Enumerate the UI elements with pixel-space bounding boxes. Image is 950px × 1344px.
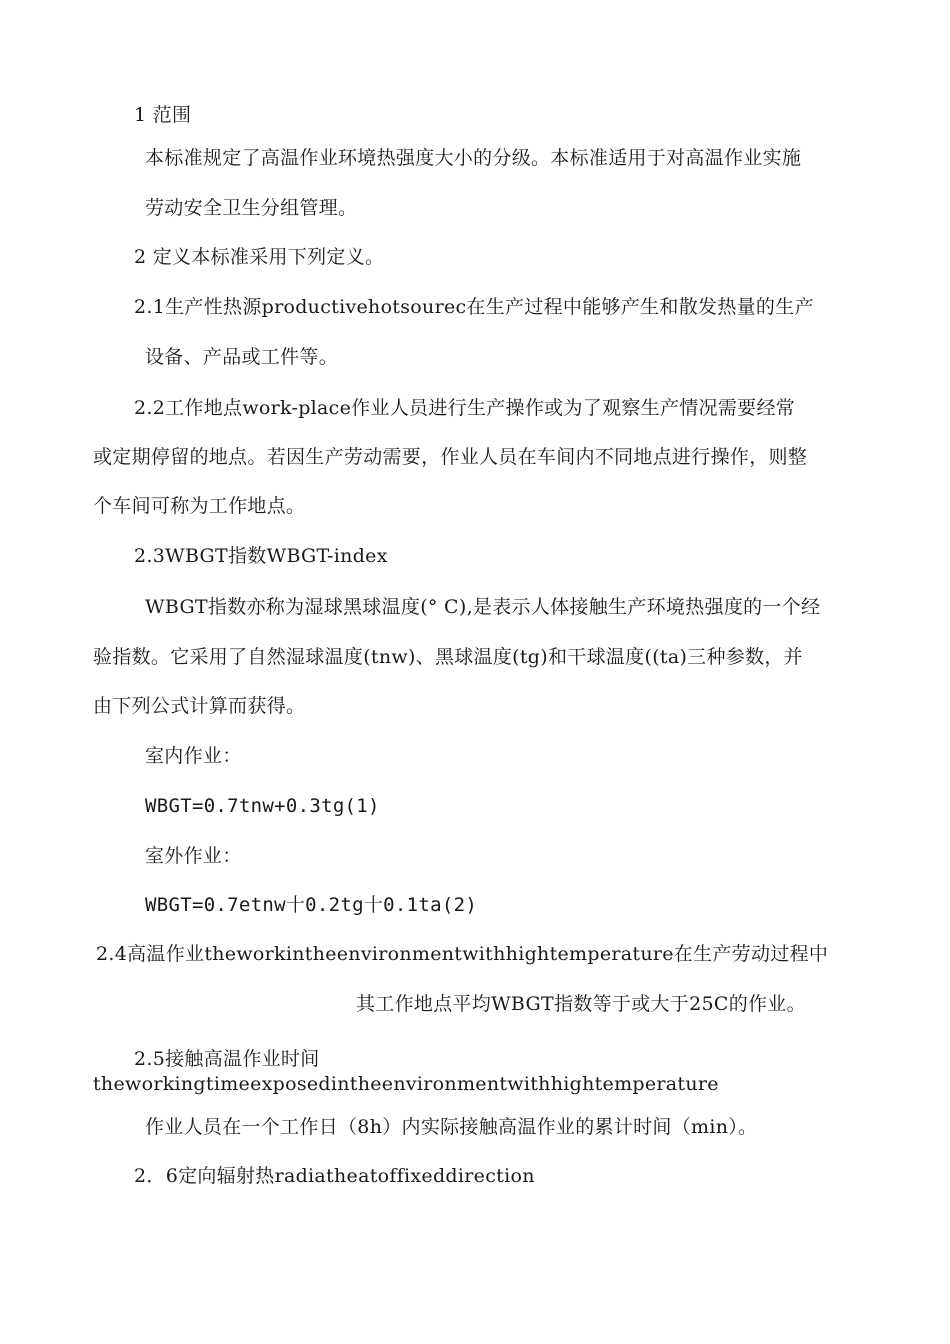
formula-1: WBGT=0.7tnw+0.3tg(1): [145, 795, 380, 817]
section-1-heading: 1 范围: [134, 104, 192, 126]
definition-2-1: 2.1生产性热源productivehotsourec在生产过程中能够产生和散发热量的生产: [134, 296, 814, 318]
paragraph-line: 本标准规定了高温作业环境热强度大小的分级。本标准适用于对高温作业实施: [145, 147, 802, 169]
paragraph-line: 由下列公式计算而获得。: [93, 695, 306, 717]
definition-2-5: 2.5接触高温作业时间: [134, 1048, 320, 1070]
paragraph-line: WBGT指数亦称为湿球黑球温度(° C),是表示人体接触生产环境热强度的一个经: [145, 596, 821, 618]
english-term: theworkingtimeexposedintheenvironmentwithhightemperature: [93, 1073, 719, 1095]
paragraph-line: 劳动安全卫生分组管理。: [145, 197, 358, 219]
paragraph-line: 个车间可称为工作地点。: [93, 495, 306, 517]
definition-2-3: 2.3WBGT指数WBGT-index: [134, 545, 388, 567]
definition-2-6: 2．6定向辐射热radiatheatoffixeddirection: [134, 1165, 535, 1187]
formula-2: WBGT=0.7etnw十0.2tg十0.1ta(2): [145, 894, 478, 916]
indoor-label: 室内作业：: [145, 745, 242, 767]
outdoor-label: 室外作业：: [145, 845, 242, 867]
paragraph-line: 验指数。它采用了自然湿球温度(tnw)、黑球温度(tg)和干球温度((ta)三种参数，并: [93, 646, 803, 668]
paragraph-line: 或定期停留的地点。若因生产劳动需要，作业人员在车间内不同地点进行操作，则整: [93, 446, 808, 468]
definition-2-4: 2.4高温作业theworkintheenvironmentwithhightemperature在生产劳动过程中: [96, 943, 829, 965]
paragraph-line: 其工作地点平均WBGT指数等于或大于25C的作业。: [356, 993, 806, 1015]
paragraph-line: 作业人员在一个工作日（8h）内实际接触高温作业的累计时间（min）。: [145, 1116, 758, 1138]
definition-2-2: 2.2工作地点work-place作业人员进行生产操作或为了观察生产情况需要经常: [134, 397, 796, 419]
section-2-heading: 2 定义本标准采用下列定义。: [134, 246, 385, 268]
paragraph-line: 设备、产品或工件等。: [145, 346, 339, 368]
